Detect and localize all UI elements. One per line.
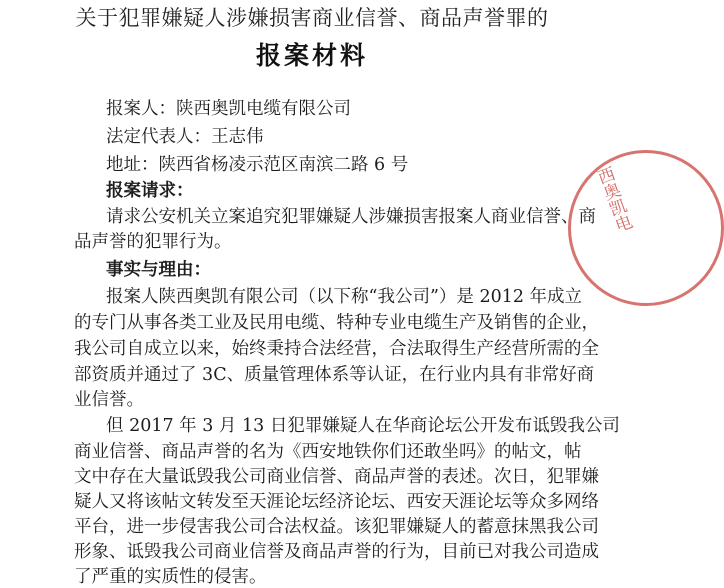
reporter-line: 报案人：陕西奥凯电缆有限公司 xyxy=(106,99,351,119)
request-heading: 报案请求： xyxy=(106,181,194,201)
paragraph1-line: 报案人陕西奥凯有限公司（以下称“我公司”）是 2012 年成立 xyxy=(106,287,583,307)
paragraph2-line: 形象、诋毁我公司商业信誉及商品声誉的行为，目前已对我公司造成 xyxy=(74,542,599,562)
paragraph2-line: 疑人又将该帖文转发至天涯论坛经济论坛、西安天涯论坛等众多网络 xyxy=(74,492,599,512)
paragraph1-line: 我公司自成立以来，始终秉持合法经营，合法取得生产经营所需的全 xyxy=(74,339,599,359)
paragraph2-line: 商业信誉、商品声誉的名为《西安地铁你们还敢坐吗》的帖文，帖 xyxy=(74,442,582,462)
paragraph2-line: 但 2017 年 3 月 13 日犯罪嫌疑人在华商论坛公开发布诋毁我公司 xyxy=(106,416,620,436)
paragraph2-line: 平台，进一步侵害我公司合法权益。该犯罪嫌疑人的蓄意抹黑我公司 xyxy=(74,517,599,537)
document-title-line1: 关于犯罪嫌疑人涉嫌损害商业信誉、商品声誉罪的 xyxy=(75,6,549,30)
document-title-line2: 报案材料 xyxy=(255,41,368,70)
address-line: 地址：陕西省杨凌示范区南滨二路 6 号 xyxy=(106,155,409,175)
paragraph2-line: 文中存在大量诋毁我公司商业信誉、商品声誉的表述。次日，犯罪嫌 xyxy=(74,467,599,487)
legal-rep-line: 法定代表人：王志伟 xyxy=(106,127,264,147)
company-seal-text: 西奥凯电 xyxy=(591,164,634,236)
paragraph2-line: 了严重的实质性的侵害。 xyxy=(74,567,267,587)
request-line-2: 品声誉的犯罪行为。 xyxy=(74,232,232,252)
paragraph1-line: 的专门从事各类工业及民用电缆、特种专业电缆生产及销售的企业， xyxy=(74,313,599,333)
paragraph1-line: 业信誉。 xyxy=(74,390,144,410)
paragraph1-line: 部资质并通过了 3C、质量管理体系等认证，在行业内具有非常好商 xyxy=(74,365,595,385)
request-line-1: 请求公安机关立案追究犯罪嫌疑人涉嫌损害报案人商业信誉、商 xyxy=(106,207,596,227)
facts-heading: 事实与理由： xyxy=(106,260,211,280)
